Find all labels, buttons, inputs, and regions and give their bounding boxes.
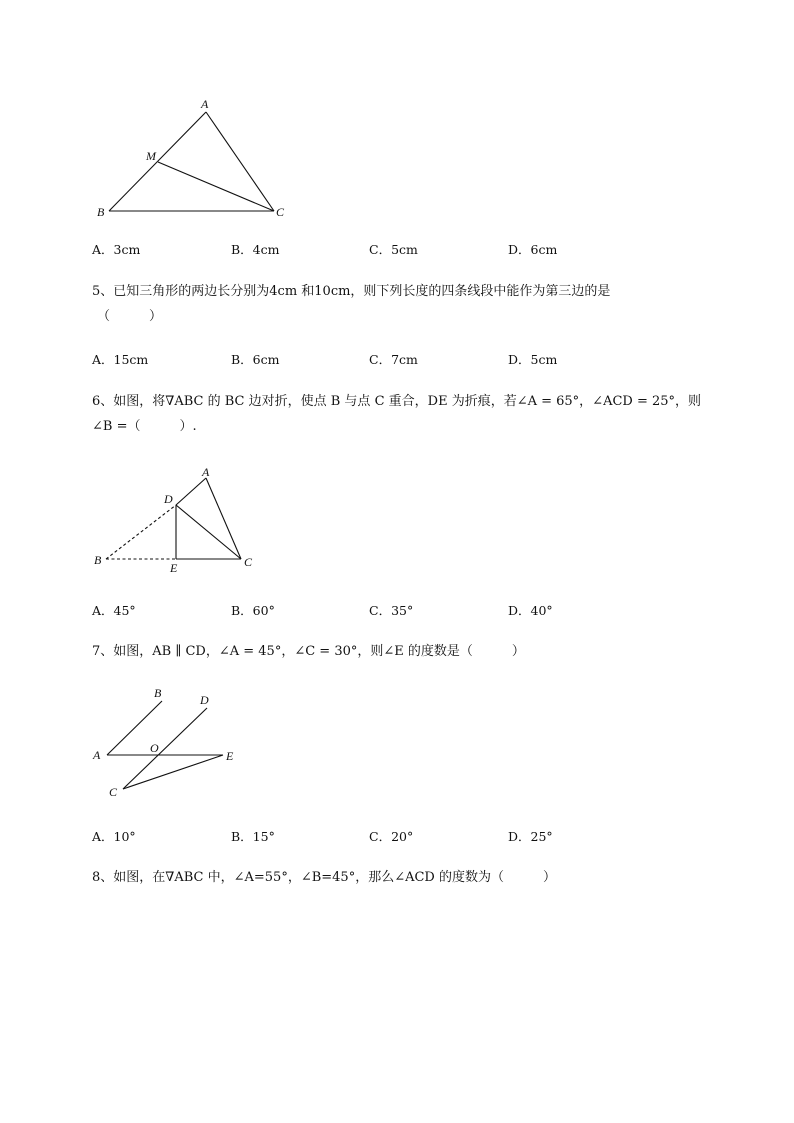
segment-CD bbox=[123, 708, 207, 789]
label-A: A bbox=[202, 465, 210, 479]
segment-AB bbox=[109, 112, 206, 211]
segment-DC bbox=[176, 505, 241, 559]
label-D: D bbox=[200, 693, 209, 707]
q7-stem: 7、如图，AB ∥ CD，∠A = 45°，∠C = 30°，则∠E 的度数是（ ） bbox=[92, 644, 525, 659]
segment-CE bbox=[123, 755, 223, 789]
label-D: D bbox=[164, 492, 173, 506]
q5-answer-blank: （ ） bbox=[97, 309, 163, 324]
q5-option-d: D．5cm bbox=[508, 352, 558, 367]
q6-option-c: C．35° bbox=[369, 603, 414, 618]
label-B: B bbox=[97, 205, 105, 219]
q8-stem: 8、如图，在∇ABC 中，∠A=55°，∠B=45°，那么∠ACD 的度数为（ ） bbox=[92, 870, 556, 885]
q7-option-d: D．25° bbox=[508, 829, 553, 844]
q5-option-a: A．15cm bbox=[92, 352, 149, 367]
label-O: O bbox=[150, 741, 159, 755]
q5-option-b: B．6cm bbox=[231, 352, 280, 367]
q4-option-a: A．3cm bbox=[92, 242, 141, 257]
q6-option-b: B．60° bbox=[231, 603, 275, 618]
dashed-segment-BD bbox=[106, 505, 176, 559]
label-M: M bbox=[146, 149, 156, 163]
q7-option-c: C．20° bbox=[369, 829, 414, 844]
q6-option-a: A．45° bbox=[92, 603, 136, 618]
label-B: B bbox=[94, 553, 102, 567]
label-B: B bbox=[154, 686, 162, 700]
label-C: C bbox=[244, 555, 253, 569]
label-C: C bbox=[109, 785, 118, 799]
label-A: A bbox=[201, 97, 209, 111]
q6-stem-continued: ∠B =（ ）. bbox=[92, 419, 197, 434]
figure-q7-parallel-lines bbox=[90, 684, 250, 802]
q7-option-a: A．10° bbox=[92, 829, 136, 844]
label-A: A bbox=[93, 748, 101, 762]
figure-q6-fold-triangle bbox=[90, 462, 270, 580]
q4-option-b: B．4cm bbox=[231, 242, 280, 257]
figure-q4-triangle bbox=[90, 92, 300, 227]
q4-option-c: C．5cm bbox=[369, 242, 418, 257]
label-E: E bbox=[170, 561, 178, 575]
label-C: C bbox=[276, 205, 285, 219]
q4-option-d: D．6cm bbox=[508, 242, 558, 257]
segment-DA bbox=[176, 478, 206, 505]
q6-stem: 6、如图，将∇ABC 的 BC 边对折，使点 B 与点 C 重合，DE 为折痕，若∠A = 65°，∠ACD = 25°，则 bbox=[92, 394, 702, 409]
q7-option-b: B．15° bbox=[231, 829, 275, 844]
label-E: E bbox=[226, 749, 234, 763]
q5-stem: 5、已知三角形的两边长分别为4cm 和10cm，则下列长度的四条线段中能作为第三边的是 bbox=[92, 284, 611, 299]
q5-option-c: C．7cm bbox=[369, 352, 418, 367]
segment-AC bbox=[206, 478, 241, 559]
q6-option-d: D．40° bbox=[508, 603, 553, 618]
